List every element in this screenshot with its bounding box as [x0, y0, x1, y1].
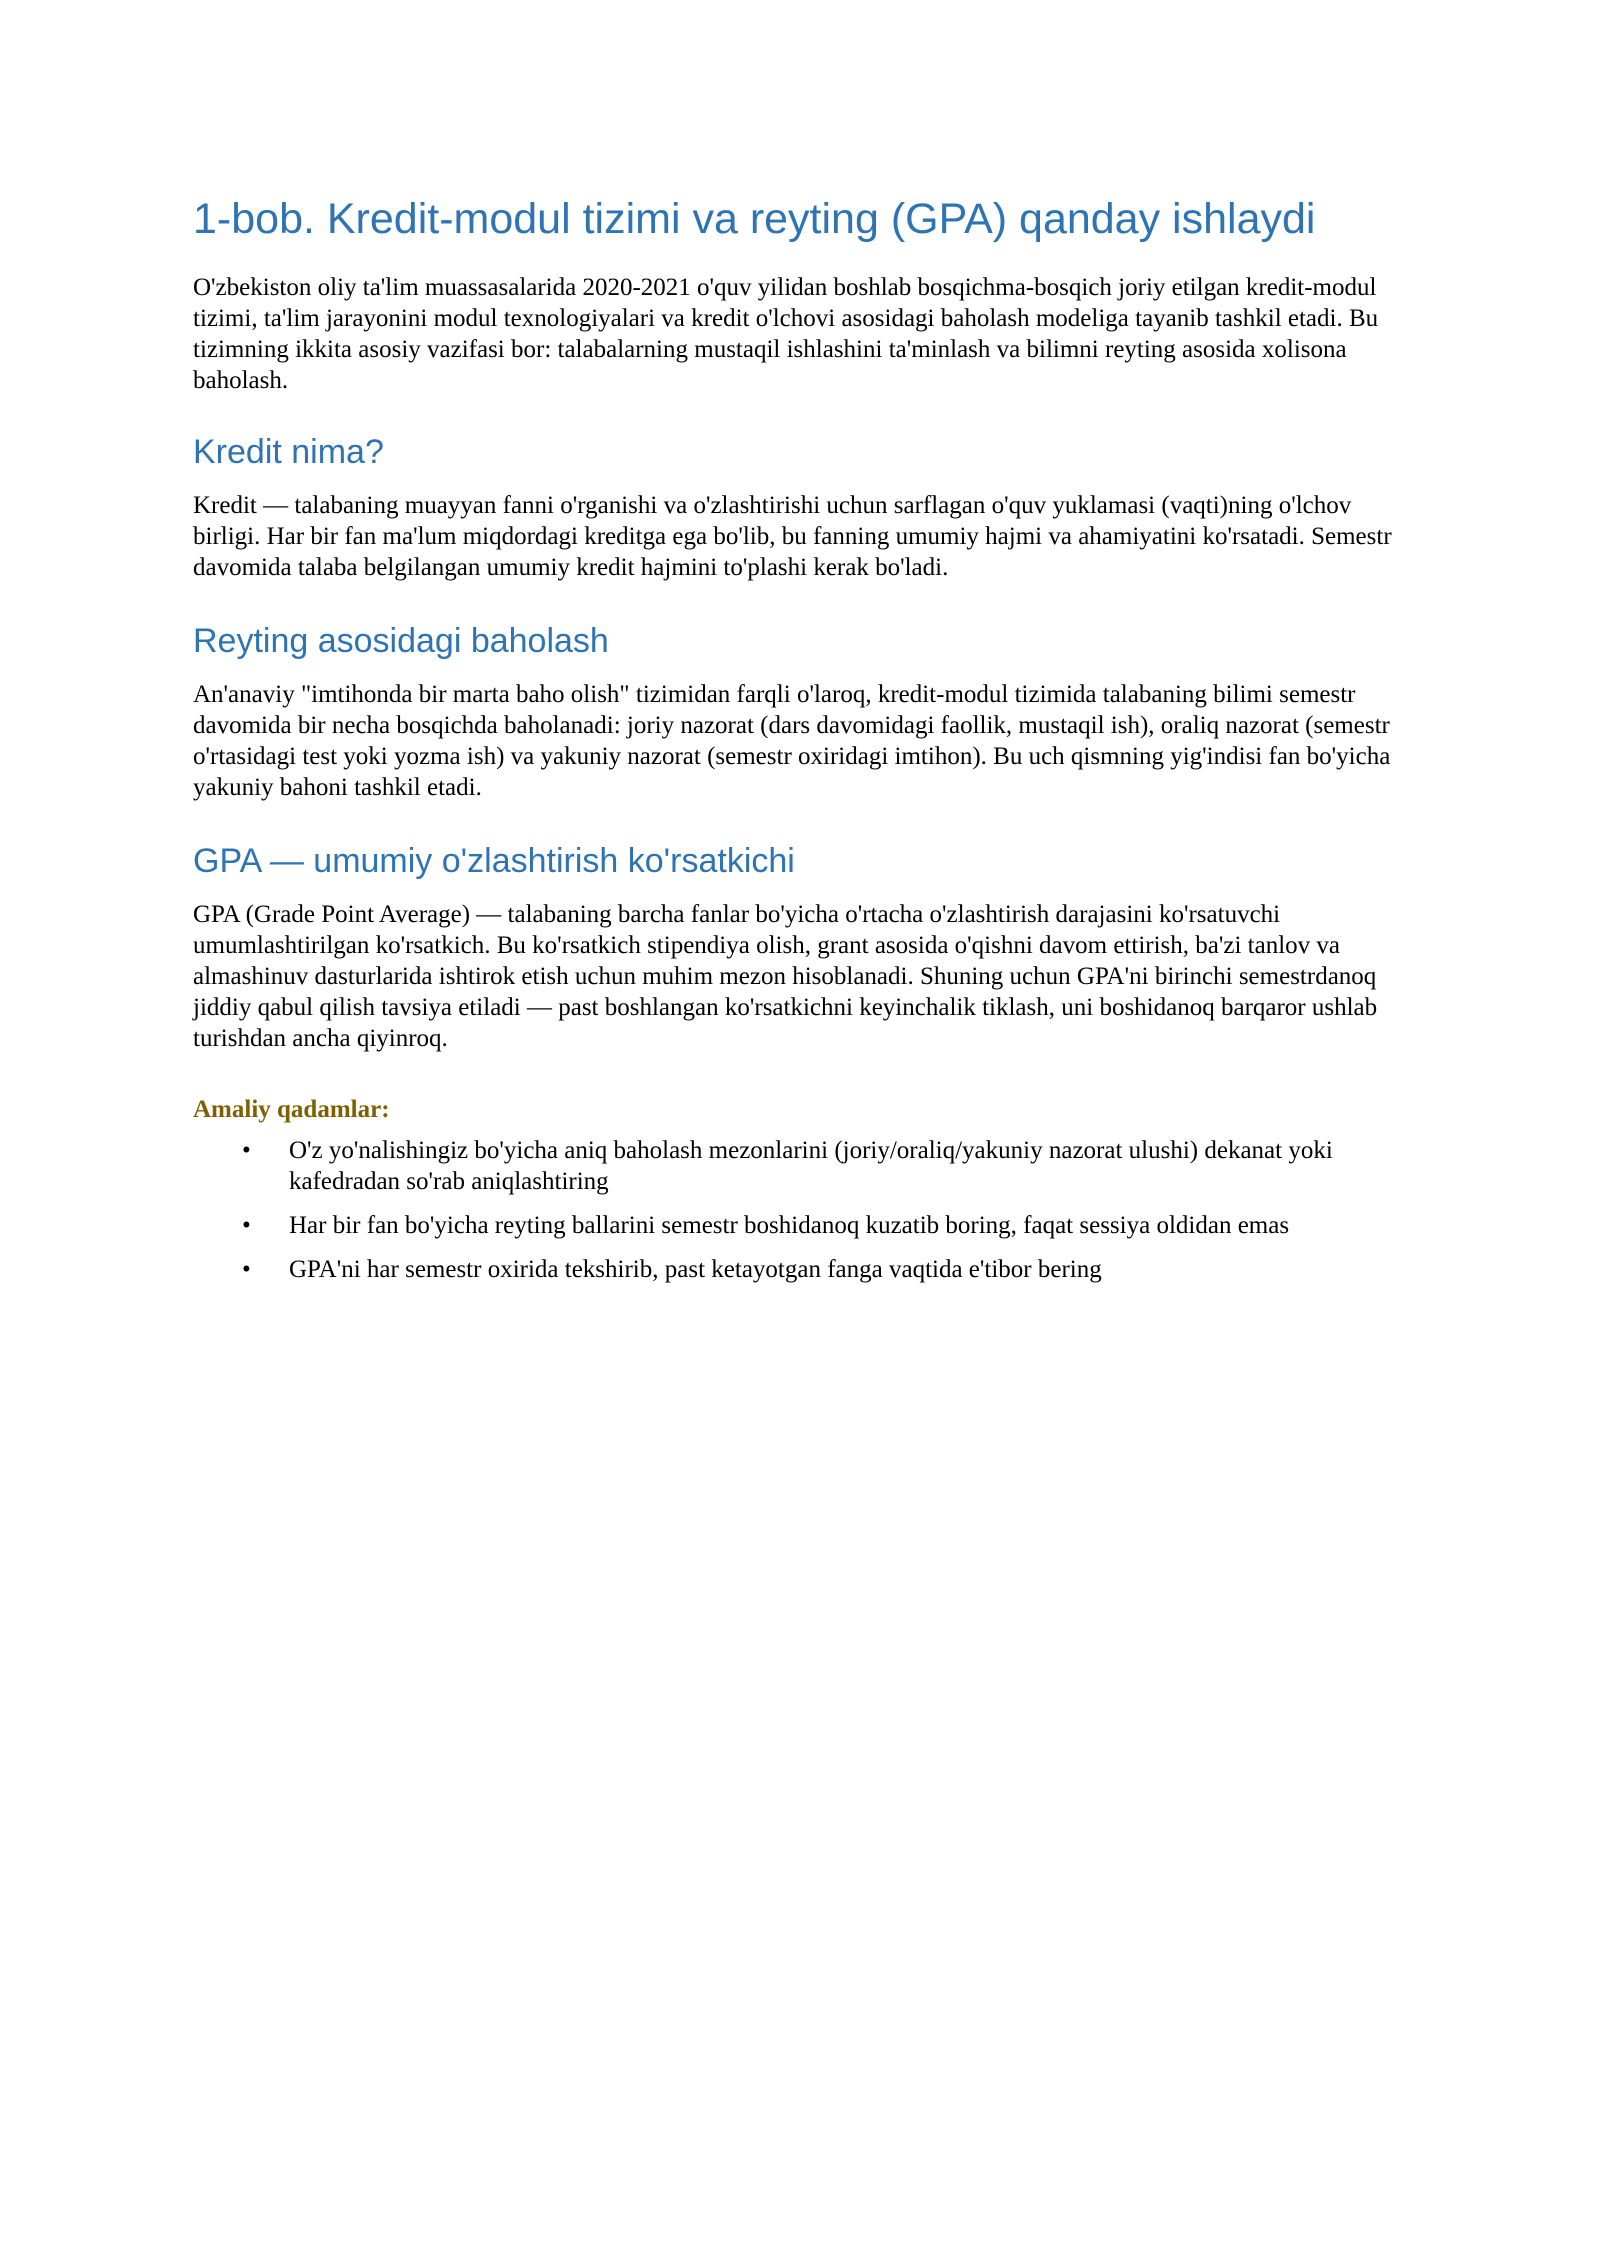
section-body-gpa: GPA (Grade Point Average) — talabaning barcha fanlar bo'yicha o'rtacha o'zlashtirish darajasini ko'rsatuvchi umumlashtirilgan ko'rsatkich. Bu ko'rsatkich stipendiya olish, grant asosida o'qishni davom ettirish, ba'zi tanlov va almashinuv dasturlarida ishtirok etish uchun muhim mezon hisoblanadi. Shuning uchun GPA'ni birinchi semestrdanoq jiddiy qabul qilish tavsiya etiladi — past boshlangan ko'rsatkichni keyinchalik tiklash, uni boshidanoq barqaror ushlab turishdan ancha qiyinroq. — [193, 901, 1378, 1052]
list-item — [193, 1254, 1405, 1285]
section-body-kredit: Kredit — talabaning muayyan fanni o'rganishi va o'zlashtirishi uchun sarflagan o'quv yuklamasi (vaqti)ning o'lchov birligi. Har bir fan ma'lum miqdordagi kreditga ega bo'lib, bu fanning umumiy hajmi va ahamiyatini ko'rsatadi. Semestr davomida talaba belgilangan umumiy kredit hajmini to'plashi kerak bo'ladi. — [193, 492, 1392, 581]
bullet-icon: • — [242, 1256, 251, 1283]
list-item — [193, 1135, 1405, 1197]
list-item-text: GPA'ni har semestr oxirida tekshirib, past ketayotgan fanga vaqtida e'tibor bering — [289, 1256, 1102, 1283]
list-item-text: O'z yo'nalishingiz bo'yicha aniq baholash mezonlarini (joriy/oraliq/yakuniy nazorat ulushi) dekanat yoki kafedradan so'rab aniqlashtiring — [289, 1137, 1333, 1195]
list-item-text: Har bir fan bo'yicha reyting ballarini semestr boshidanoq kuzatib boring, faqat sessiya oldidan emas — [289, 1212, 1290, 1239]
practical-steps-title: Amaliy qadamlar: — [193, 1096, 390, 1123]
section-heading-reyting: Reyting asosidagi baholash — [193, 622, 609, 660]
section-body-reyting: An'anaviy "imtihonda bir marta baho olish" tizimidan farqli o'laroq, kredit-modul tizimida talabaning bilimi semestr davomida bir necha bosqichda baholanadi: joriy nazorat (dars davomidagi faollik, mustaqil ish), oraliq nazorat (semestr o'rtasidagi test yoki yozma ish) va yakuniy nazorat (semestr oxiridagi imtihon). Bu uch qismning yig'indisi fan bo'yicha yakuniy bahoni tashkil etadi. — [193, 681, 1391, 801]
bullet-icon: • — [242, 1212, 251, 1239]
section-heading-kredit: Kredit nima? — [193, 433, 384, 471]
chapter-title: 1-bob. Kredit-modul tizimi va reyting (GPA) qanday ishlaydi — [193, 195, 1316, 243]
intro-paragraph: O'zbekiston oliy ta'lim muassasalarida 2020-2021 o'quv yilidan boshlab bosqichma-bosqich joriy etilgan kredit-modul tizimi, ta'lim jarayonini modul texnologiyalari va kredit o'lchovi asosidagi baholash modeliga tayanib tashkil etadi. Bu tizimning ikkita asosiy vazifasi bor: talabalarning mustaqil ishlashini ta'minlash va bilimni reyting asosida xolisona baholash. — [193, 274, 1379, 394]
section-heading-gpa: GPA — umumiy o'zlashtirish ko'rsatkichi — [193, 842, 795, 880]
practical-steps-list — [193, 1135, 1405, 1285]
list-item — [193, 1210, 1405, 1241]
document-page — [193, 190, 1405, 1298]
bullet-icon: • — [242, 1137, 251, 1164]
